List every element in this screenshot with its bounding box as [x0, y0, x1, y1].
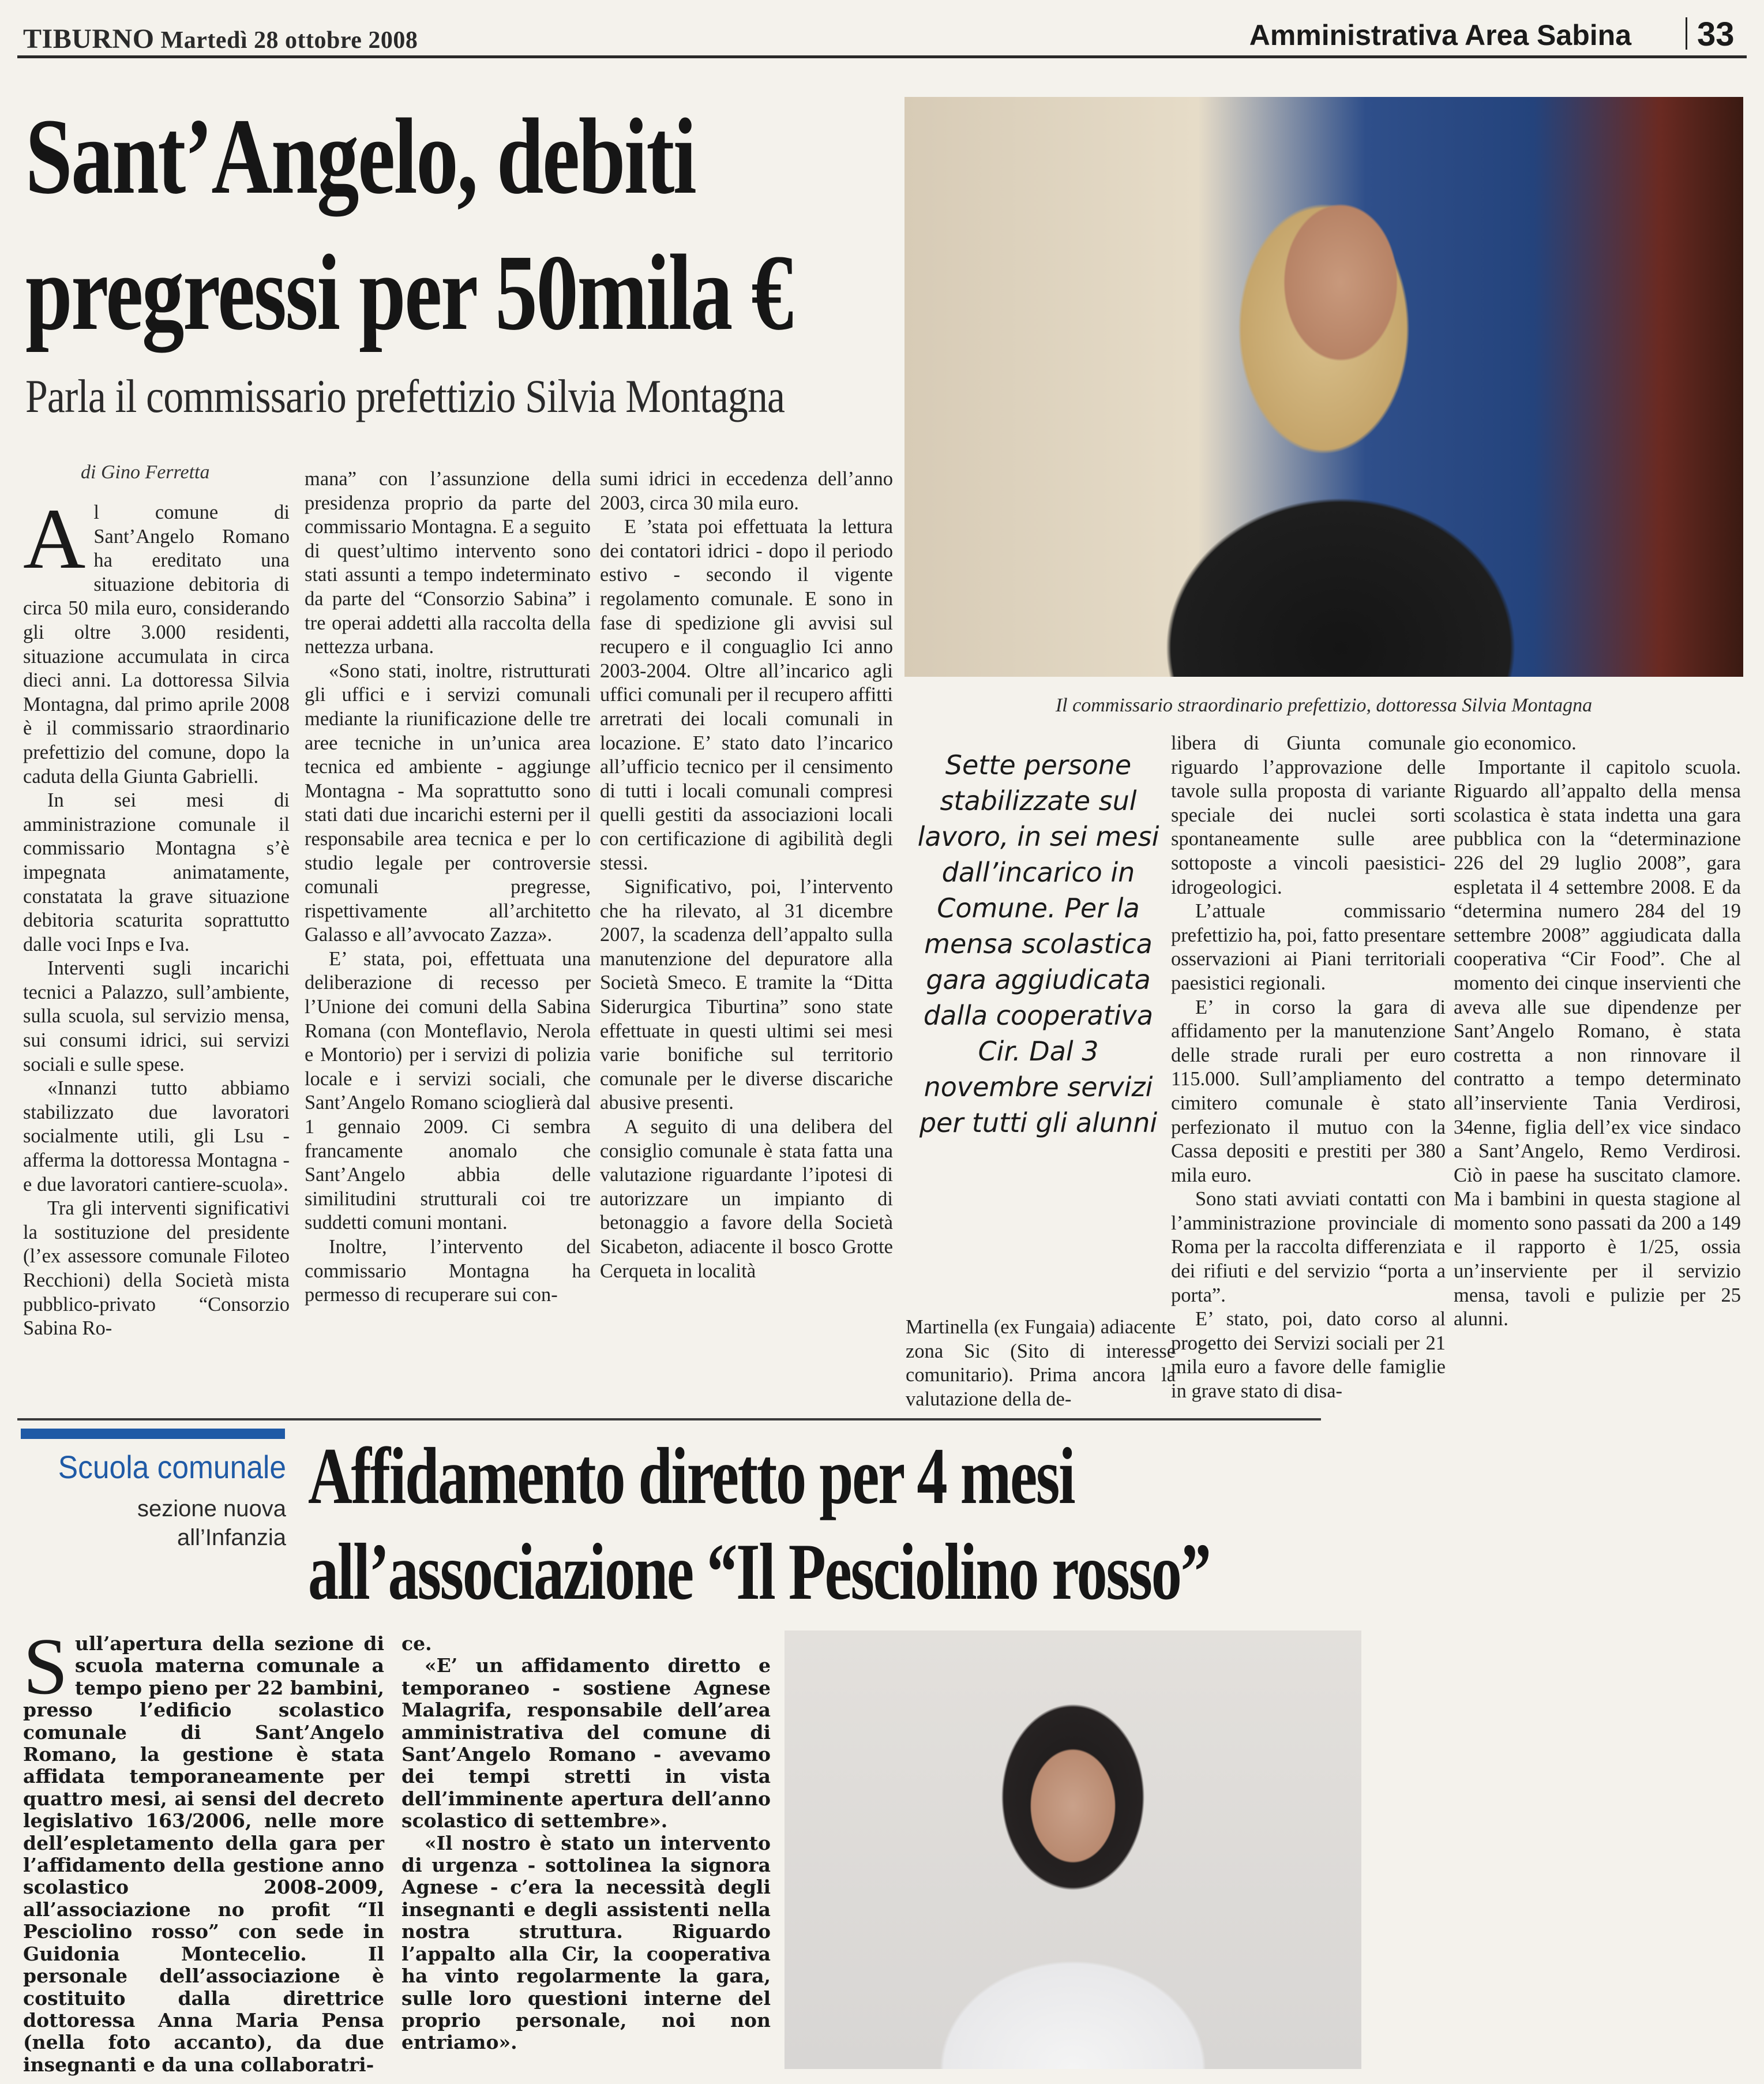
- article1-column-5: [1454, 732, 1741, 1332]
- kicker-color-bar: [21, 1429, 285, 1439]
- headline-line-1: Sant’Angelo, debiti: [25, 96, 696, 216]
- paragraph: [1171, 899, 1446, 995]
- paragraph-text: «Il nostro è stato un intervento di urgenza - sottolinea la signora Agnese - c’era la necessità degli insegnanti e degli assistenti nella nostra struttura. Riguardo l’appalto alla Cir, la cooperativa ha vinto regolarmente la gara, sulle loro questioni interne del proprio personale, noi non entriamo».: [401, 1831, 771, 2054]
- paragraph-text: E ’stata poi effettuata la lettura dei contatori idrici - dopo il periodo estivo - secondo il vigente regolamento comunale. E sono in fase di spedizione gli avvisi sul recupero e il conguaglio Ici anno 2003-2004. Oltre all’incarico agli uffici comunali per il recupero affitti arretrati dei locali comunali in locazione. E’ stato dato l’incarico all’ufficio tecnico per il censimento di tutti i locali comunali compresi quelli gestiti da associazioni locali con certificazione di agibilità degli stessi.: [600, 516, 893, 874]
- paragraph-text: «E’ un affidamento diretto e temporaneo - sostiene Agnese Malagrifa, responsabile dell’area amministrativa del comune di Sant’Angelo Romano - avevamo dei tempi stretti in vista dell’imminente apertura dell’anno scolastico di settembre».: [401, 1654, 771, 1832]
- kicker-subtitle: [87, 1494, 286, 1552]
- paragraph: [1171, 1307, 1446, 1403]
- paragraph: [401, 1832, 771, 2054]
- article2-column-1: [23, 1622, 384, 2076]
- paragraph: [1454, 756, 1741, 1332]
- paragraph-text: In sei mesi di amministrazione comunale il commissario Montagna s’è impegnata animatamente, constatata la grave situazione debitoria scaturita soprattutto dalle voci Inps e Iva.: [23, 789, 290, 955]
- photo-silvia-montagna: [904, 97, 1743, 677]
- article2-headline-line-2: all’associazione “Il Pesciolino rosso”: [308, 1527, 1210, 1617]
- paragraph-text: Interventi sugli incarichi tecnici a Palazzo, sull’ambiente, sulla scuola, sul servizio mensa, sui consumi idrici, sui servizi sociali e sulle spese.: [23, 957, 290, 1075]
- paragraph: [305, 1235, 591, 1307]
- paragraph: [305, 947, 591, 1235]
- paragraph-text: «Innanzi tutto abbiamo stabilizzato due lavoratori socialmente utili, gli Lsu - afferma la dottoressa Montagna - e due lavoratori cantiere-scuola».: [23, 1077, 290, 1195]
- paragraph-text: sumi idrici in eccedenza dell’anno 2003, circa 30 mila euro.: [600, 468, 893, 514]
- paragraph-text: Tra gli interventi significativi la sostituzione del presidente (l’ex assessore comunale Filoteo Recchioni) della Società mista pubblico-privato “Consorzio Sabina Ro-: [23, 1197, 290, 1340]
- page-number-divider: [1686, 17, 1687, 50]
- article2-column-2: [401, 1633, 771, 2054]
- paragraph: [23, 789, 290, 957]
- paragraph-text: E’ in corso la gara di affidamento per la manutenzione delle strade rurali per euro 115.000. Sull’ampliamento del cimitero comunale è stato perfezionato il mutuo con la Cassa depositi e prestiti per 380 mila euro.: [1171, 996, 1446, 1186]
- paragraph: [1171, 732, 1446, 899]
- paragraph-text: Importante il capitolo scuola. Riguardo all’appalto della mensa scolastica è stata indetta una gara pubblica con la “determinazione 226 del 29 luglio 2008”, gara espletata il 4 settembre 2008. E da “determina numero 284 del 19 settembre 2008” aggiudicata dalla cooperativa “Cir Food”. Che al momento dei cinque inservienti che aveva alle sue dipendenze per Sant’Angelo Romano, è stata costretta a non rinnovare il contratto a tempo determinato all’inserviente Tania Verdirosi, 34enne, figlia dell’ex vice sindaco a Sant’Angelo, Remo Verdirosi. Ciò in paese ha suscitato clamore. Ma i bambini in questa stagione al momento sono passati da 200 a 149 e il rapporto è 1/25, ossia un’inserviente per il servizio mensa, tavoli e pulizie per 25 alunni.: [1454, 756, 1741, 1330]
- paragraph-text: Martinella (ex Fungaia) adiacente zona Sic (Sito di interesse comunitario). Prima ancora la valutazione della de-: [906, 1316, 1176, 1410]
- paragraph: [600, 875, 893, 1115]
- paragraph-text: E’ stata, poi, effettuata una deliberazione di recesso per l’Unione dei comuni della Sabina Romana (con Monteflavio, Nerola e Montorio) per i servizi di polizia locale e i servizi sociali, che Sant’Angelo Romano scioglierà dal 1 gennaio 2009. Ci sembra francamente anomalo che Sant’Angelo abbia delle similitudini strutturali coi tre suddetti comuni montani.: [305, 947, 591, 1234]
- paragraph-text: l comune di Sant’Angelo Romano ha ereditato una situazione debitoria di circa 50 mila euro, considerando gli oltre 3.000 residenti, situazione accumulata in circa dieci anni. La dottoressa Silvia Montagna, dal primo aprile 2008 è il commissario straordinario prefettizio del comune, dopo la caduta della Giunta Gabrielli.: [23, 501, 290, 788]
- paragraph: [401, 1655, 771, 1832]
- paragraph: [1171, 996, 1446, 1188]
- article1-column-2: [305, 467, 591, 1307]
- paragraph-text: A seguito di una delibera del consiglio comunale è stata fatta una valutazione riguardante l’ipotesi di autorizzare un impianto di betonaggio a favore della Società Sicabeton, adiacente il bosco Grotte Cerqueta in località: [600, 1116, 893, 1282]
- paragraph-text: ce.: [401, 1632, 432, 1655]
- page-number: 33: [1697, 16, 1735, 53]
- article1-column-1: [23, 491, 290, 1341]
- paragraph: [305, 659, 591, 947]
- paragraph: [23, 957, 290, 1077]
- kicker-label: Scuola comunale: [58, 1449, 286, 1485]
- article1-column-4: [1171, 732, 1446, 1404]
- paragraph: [906, 1315, 1176, 1411]
- subheadline: Parla il commissario prefettizio Silvia Montagna: [25, 370, 785, 422]
- kicker-subtitle-line-2: all’Infanzia: [177, 1525, 286, 1550]
- paragraph: [23, 1622, 384, 2076]
- pull-quote: Sette persone stabilizzate sul lavoro, in sei mesi dall’incarico in Comune. Per la mensa scolastica gara aggiudicata dalla cooperativa Cir. Dal 3 novembre servizi per tutti gli alunni: [917, 749, 1159, 1138]
- photo-caption: Il commissario straordinario prefettizio, dottoressa Silvia Montagna: [1055, 695, 1593, 716]
- paragraph: [600, 515, 893, 875]
- paragraph: [600, 1115, 893, 1283]
- paragraph: [23, 491, 290, 789]
- paragraph-text: E’ stato, poi, dato corso al progetto dei Servizi sociali per 21 mila euro a favore delle famiglie in grave stato di disa-: [1171, 1308, 1446, 1403]
- paragraph: [305, 467, 591, 659]
- paragraph: [1454, 732, 1741, 756]
- paper-name: TIBURNO: [23, 24, 155, 54]
- headline-line-2: pregressi per 50mila €: [25, 232, 793, 353]
- paragraph-text: Significativo, poi, l’intervento che ha rilevato, al 31 dicembre 2007, la scadenza dell’appalto sulla manutenzione del depuratore alla Società Smeco. E tramite la “Ditta Siderurgica Tiburtina” sono state effettuate in questi ultimi sei mesi varie bonifiche sul territorio comunale per le diverse discariche abusive presenti.: [600, 876, 893, 1114]
- paragraph-text: Sono stati avviati contatti con l’amministrazione provinciale di Roma per la raccolta differenziata dei rifiuti e del servizio “porta a porta”.: [1171, 1188, 1446, 1306]
- paragraph: [23, 1197, 290, 1341]
- article1-column-3: [600, 467, 893, 1283]
- article1-column-3-continued: [906, 1315, 1176, 1411]
- paragraph-text: mana” con l’assunzione della presidenza proprio da parte del commissario Montagna. E a seguito di quest’ultimo intervento sono stati assunti a tempo indeterminato da parte del “Consorzio Sabina” i tre operai addetti alla raccolta della nettezza urbana.: [305, 468, 591, 658]
- paragraph: [23, 1077, 290, 1197]
- drop-cap: S: [23, 1622, 68, 1711]
- article2-headline-line-1: Affidamento diretto per 4 mesi: [308, 1431, 1075, 1521]
- paragraph: [600, 467, 893, 515]
- paragraph-text: libera di Giunta comunale riguardo l’approvazione delle tavole sulla proposta di variante speciale dei nuclei sorti spontaneamente sulle aree sottoposte a vincoli paesistici-idrogeologici.: [1171, 732, 1446, 898]
- drop-cap: A: [23, 491, 86, 587]
- section-title: Amministrativa Area Sabina: [1249, 19, 1631, 51]
- paragraph: [1171, 1187, 1446, 1307]
- paragraph-text: «Sono stati, inoltre, ristrutturati gli uffici e i servizi comunali mediante la riunificazione delle tre aree tecniche in un’unica area tecnica ed ambiente - aggiunge Montagna - Ma soprattutto sono stati dati due incarichi esterni per il responsabile area tecnica e per lo studio legale per controversie comunali pregresse, rispettivamente all’architetto Galasso e all’avvocato Zazza».: [305, 659, 591, 946]
- photo-anna-maria-pensa: [785, 1631, 1361, 2069]
- kicker-subtitle-line-1: sezione nuova: [137, 1496, 286, 1521]
- paragraph-text: L’attuale commissario prefettizio ha, poi, fatto presentare osservazioni ai Piani territoriali paesistici regionali.: [1171, 900, 1446, 994]
- issue-date: Martedì 28 ottobre 2008: [160, 27, 418, 54]
- byline: di Gino Ferretta: [81, 462, 210, 483]
- paragraph: [401, 1633, 771, 1655]
- masthead: [23, 23, 418, 55]
- section-divider: [17, 1418, 1321, 1420]
- paragraph-text: gio economico.: [1454, 732, 1577, 754]
- paragraph-text: ull’apertura della sezione di scuola materna comunale a tempo pieno per 22 bambini, presso l’edificio scolastico comunale di Sant’Angelo Romano, la gestione è stata affidata temporaneamente per quattro mesi, ai sensi del decreto legislativo 163/2006, nelle more dell’espletamento della gara per l’affidamento della gestione anno scolastico 2008-2009, all’associazione no profit “Il Pesciolino rosso” con sede in Guidonia Montecelio. Il personale dell’associazione è costituito dalla direttrice dottoressa Anna Maria Pensa (nella foto accanto), da due insegnanti e da una collaboratri-: [23, 1632, 384, 2076]
- paragraph-text: Inoltre, l’intervento del commissario Montagna ha permesso di recuperare sui con-: [305, 1236, 591, 1306]
- header-rule: [17, 55, 1747, 58]
